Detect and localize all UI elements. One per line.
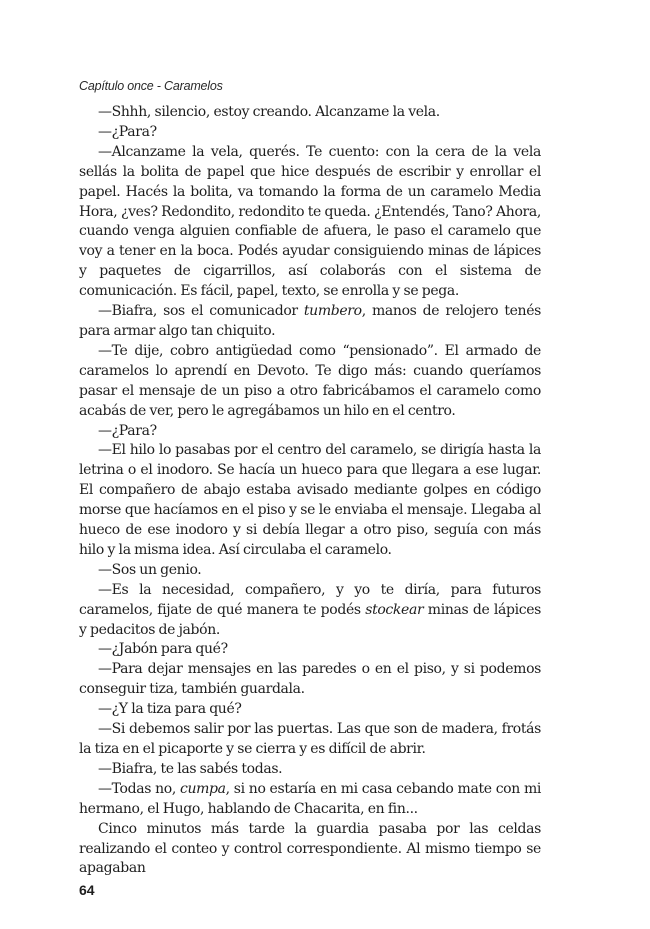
text-run: —Todas no, [98,780,180,797]
paragraph: —Te dije, cobro antigüedad como “pensionado”. El armado de caramelos lo aprendí en Devoto. Te digo más: cuando queríamos pasar el mensaje de un piso a otro fabricábamos el caramelo como acabás de ver, pero le agregábamos un hilo en el centro. [79,342,541,419]
paragraph: —¿Y la tiza para qué? [98,701,242,718]
text-run: , si no estaría en mi casa cebando mate con mi hermano, el Hugo, hablando de Chacarita, en fin... [79,780,541,817]
paragraph [79,780,541,820]
paragraph: —¿Para? [98,422,157,439]
paragraph [79,581,541,641]
paragraph: —Alcanzame la vela, querés. Te cuento: con la cera de la vela sellás la bolita de papel que hice después de escribir y enrollar el papel. Hacés la bolita, va tomando la forma de un caramelo Media Hora, ¿ves? Redondito, redondito te queda. ¿Entendés, Tano? Ahora, cuando venga alguien confiable de afuera, le paso el caramelo que voy a tener en la boca. Podés ayudar consiguiendo minas de lápices y paquetes de cigarrillos, así colaborás con el sistema de comunicación. Es fácil, papel, texto, se enrolla y se pega. [79,143,541,300]
text-run: , manos de relojero tenés para armar algo tan chiquito. [79,303,541,339]
paragraph: —Biafra, te las sabés todas. [98,760,283,777]
text-run: minas de lápices y pedacitos de jabón. [79,601,541,638]
paragraph: —¿Jabón para qué? [98,641,228,658]
page-number: 64 [79,882,95,898]
italic-term: stockear [365,601,424,618]
running-header: Capítulo once - Caramelos [79,79,223,93]
text-run: —Es la necesidad, compañero, y yo te diría, para futuros caramelos, fijate de qué manera te podés [79,581,541,618]
text-run: —Biafra, sos el comunicador [98,303,304,320]
paragraph: —El hilo lo pasabas por el centro del caramelo, se dirigía hasta la letrina o el inodoro. Se hacía un hueco para que llegara a ese lugar. El compañero de abajo estaba avisado mediante golpes en código morse que hacíamos en el piso y se le enviaba el mensaje. Llegaba al hueco de ese inodoro y si debía llegar a otro piso, seguía con más hilo y la misma idea. Así circulaba el caramelo. [79,442,541,558]
paragraph: Cinco minutos más tarde la guardia pasaba por las celdas realizando el conteo y control correspondiente. Al mismo tiempo se apagaban [79,820,541,877]
paragraph: —Shhh, silencio, estoy creando. Alcanzame la vela. [98,104,440,120]
paragraph: —Si debemos salir por las puertas. Las que son de madera, frotás la tiza en el picaporte y se cierra y es difícil de abrir. [79,721,541,757]
paragraph [79,302,541,342]
paragraph: —¿Para? [98,123,157,140]
body-text [79,103,541,879]
italic-term: tumbero [303,303,362,320]
paragraph: —Para dejar mensajes en las paredes o en el piso, y si podemos conseguir tiza, también guardala. [79,661,541,698]
italic-term: cumpa [179,780,226,797]
paragraph: —Sos un genio. [98,561,202,578]
